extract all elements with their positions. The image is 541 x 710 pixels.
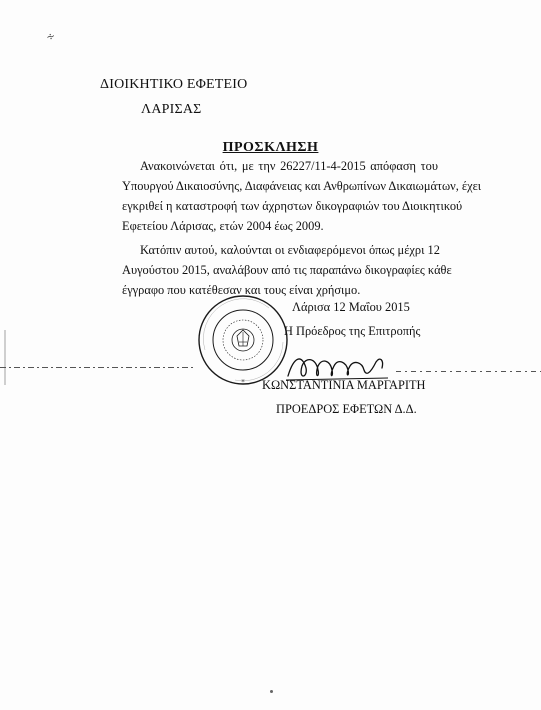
scan-dash-line-right bbox=[396, 370, 541, 373]
paragraph-line: Ανακοινώνεται ότι, με την 26227/11-4-2015 απόφαση του bbox=[140, 159, 438, 173]
svg-text:*: * bbox=[241, 378, 245, 386]
paragraph-announcement bbox=[122, 156, 482, 236]
paragraph-line: Κατόπιν αυτού, καλούνται οι ενδιαφερόμενοι όπως μέχρι 12 bbox=[140, 243, 440, 257]
paragraph-line: έγγραφο που κατέθεσαν και τους είναι χρήσιμο. bbox=[122, 283, 361, 297]
paragraph-line: Εφετείου Λάρισας, ετών 2004 έως 2009. bbox=[122, 219, 324, 233]
scan-edge-mark bbox=[4, 330, 6, 385]
official-seal-stamp bbox=[195, 292, 291, 388]
document-title: ΠΡΟΣΚΛΗΣΗ bbox=[222, 140, 319, 155]
signatory-title: ΠΡΟΕΔΡΟΣ ΕΦΕΤΩΝ Δ.Δ. bbox=[276, 402, 417, 416]
paragraph-line: Αυγούστου 2015, αναλάβουν από τις παραπάνω δικογραφίες κάθε bbox=[122, 263, 452, 277]
corner-scribble-mark: ∻ bbox=[44, 30, 57, 44]
paragraph-line: εγκριθεί η καταστροφή των άχρηστων δικογραφιών του Διοικητικού bbox=[122, 199, 463, 213]
authority-name-line1: ΔΙΟΙΚΗΤΙΚΟ ΕΦΕΤΕΙΟ bbox=[100, 77, 248, 92]
paragraph-line: Υπουργού Δικαιοσύνης, Διαφάνειας και Ανθρωπίνων Δικαιωμάτων, έχει bbox=[122, 179, 482, 193]
paragraph-invitation bbox=[122, 240, 452, 300]
scan-speck bbox=[270, 690, 273, 693]
signatory-name: ΚΩΝΣΤΑΝΤΙΝΙΑ ΜΑΡΓΑΡΙΤΗ bbox=[262, 378, 426, 392]
authority-name-line2: ΛΑΡΙΣΑΣ bbox=[141, 102, 202, 117]
place-and-date: Λάρισα 12 Μαΐου 2015 bbox=[292, 300, 410, 314]
signatory-role: Η Πρόεδρος της Επιτροπής bbox=[284, 324, 421, 338]
scan-dash-line-left bbox=[0, 366, 195, 369]
